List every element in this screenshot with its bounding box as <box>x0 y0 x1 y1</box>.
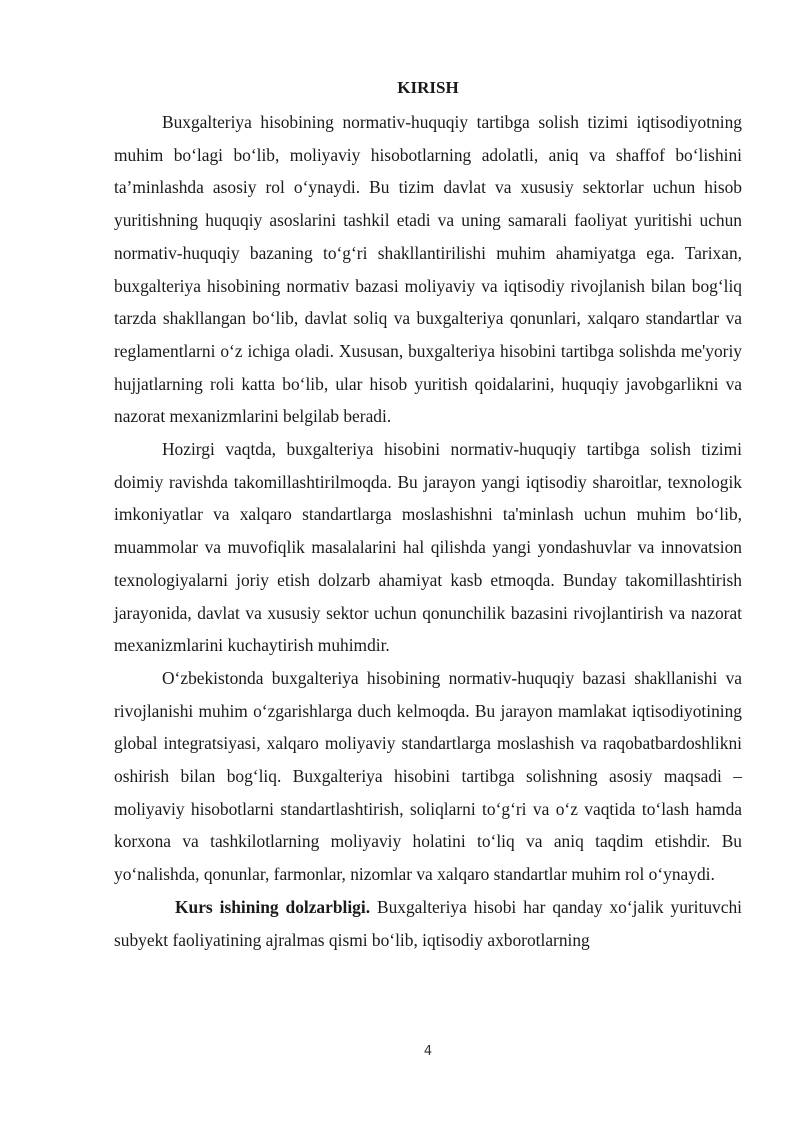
paragraph-uzbekistan: O‘zbekistonda buxgalteriya hisobining normativ-huquqiy bazasi shakllanishi va rivojlanishi muhim o‘zgarishlarga duch kelmoqda. Bu jarayon mamlakat iqtisodiyotining global integratsiyasi, xalqaro moliyaviy standartlarga moslashish va raqobatbardoshlikni oshirish bilan bog‘liq. Buxgalteriya hisobini tartibga solishning asosiy maqsadi – moliyaviy hisobotlarni standartlashtirish, soliqlarni to‘g‘ri va o‘z vaqtida to‘lash hamda korxona va tashkilotlarning moliyaviy holatini to‘liq va aniq taqdim etishdir. Bu yo‘nalishda, qonunlar, farmonlar, nizomlar va xalqaro standartlar muhim rol o‘ynaydi. <box>114 667 742 885</box>
paragraph-relevance <box>114 891 742 956</box>
paragraph-intro: Buxgalteriya hisobining normativ-huquqiy tartibga solish tizimi iqtisodiyotning muhim bo‘lagi bo‘lib, moliyaviy hisobotlarning adolatli, aniq va shaffof bo‘lishini ta’minlashda asosiy rol o‘ynaydi. Bu tizim davlat va xususiy sektorlar uchun hisob yuritishning huquqiy asoslarini tashkil etadi va uning samarali faoliyat yuritishi uchun normativ-huquqiy bazaning to‘g‘ri shakllantirilishi muhim ahamiyatga ega. Tarixan, buxgalteriya hisobining normativ bazasi moliyaviy va iqtisodiy rivojlanish bilan bog‘liq tarzda shakllangan bo‘lib, davlat soliq va buxgalteriya qonunlari, xalqaro standartlar va reglamentlarni o‘z ichiga oladi. Xususan, buxgalteriya hisobini tartibga solishda me'yoriy hujjatlarning roli katta bo‘lib, ular hisob yuritish qoidalarini, huquqiy javobgarlikni va nazorat mexanizmlarini belgilab beradi. <box>114 112 742 427</box>
paragraph-current-state: Hozirgi vaqtda, buxgalteriya hisobini normativ-huquqiy tartibga solish tizimi doimiy ravishda takomillashtirilmoqda. Bu jarayon yangi iqtisodiy sharoitlar, texnologik imkoniyatlar va xalqaro standartlarga moslashishni ta'minlash uchun muhim bo‘lib, muammolar va muvofiqlik masalalarini hal qilishda yangi yondashuvlar va innovatsion texnologiyalarni joriy etish dolzarb ahamiyat kasb etmoqda. Bunday takomillashtirish jarayonida, davlat va xususiy sektor uchun qonunchilik bazasini rivojlantirish va nazorat mexanizmlarini kuchaytirish muhimdir. <box>114 439 742 656</box>
body-text <box>114 106 742 956</box>
section-title: KIRISH <box>397 78 459 97</box>
relevance-heading: Kurs ishining dolzarbligi. <box>175 896 371 917</box>
relevance-text: Buxgalteriya hisobi har qanday xo‘jalik yurituvchi subyekt faoliyatining ajralmas qismi bo‘lib, iqtisodiy axborotlarning <box>114 896 742 950</box>
page-number: 4 <box>423 1044 433 1059</box>
